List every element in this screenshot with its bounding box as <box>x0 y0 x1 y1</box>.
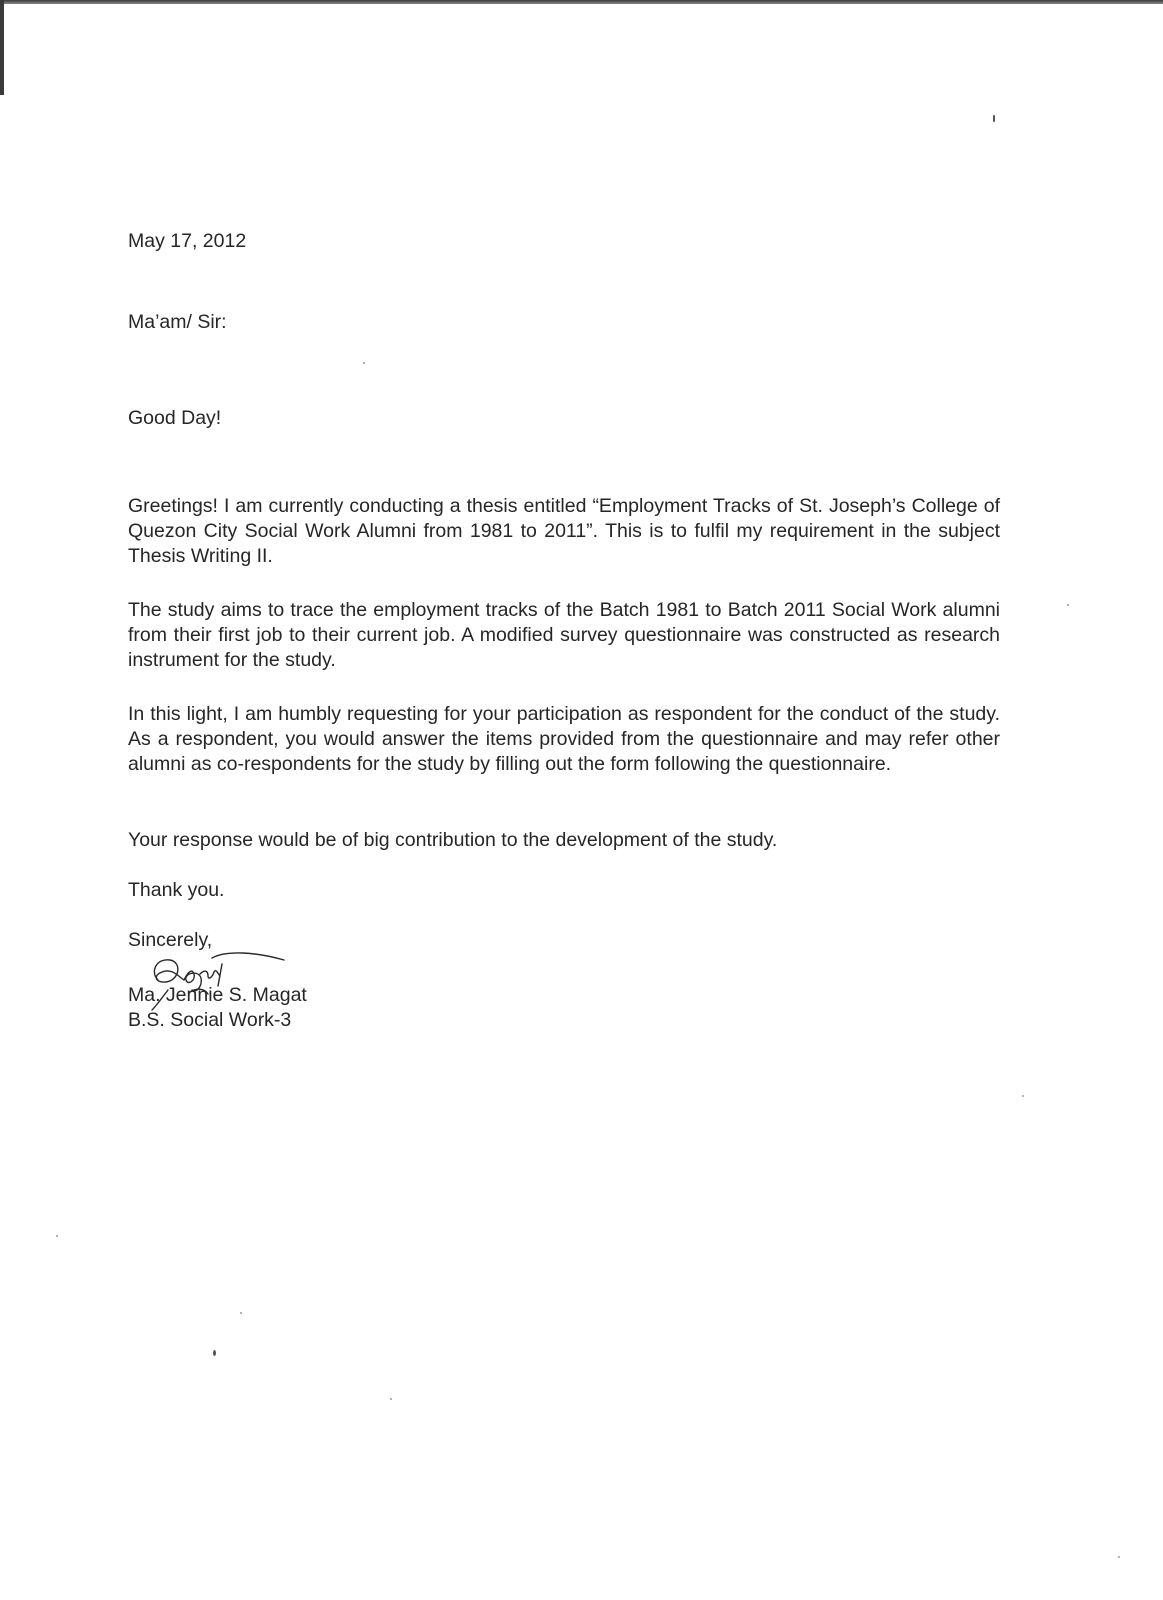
paragraph-intro: Greetings! I am currently conducting a thesis entitled “Employment Tracks of St. Joseph’s College of Quezon City Social Work Alumni from 1981 to 2011”. This is to fulfil my requirement in the subject Thesis Writing II. <box>128 495 1000 567</box>
scan-speck <box>1067 604 1069 606</box>
letter-salutation: Ma’am/ Sir: <box>128 311 227 333</box>
scan-speck <box>993 115 995 122</box>
scan-border-top <box>0 0 1163 4</box>
paragraph-contribution: Your response would be of big contribution to the development of the study. <box>128 829 778 851</box>
paragraph-request: In this light, I am humbly requesting for your participation as respondent for the conduct of the study. As a respondent, you would answer the items provided from the questionnaire and may refer other alumni as co-respondents for the study by filling out the form following the questionnaire. <box>128 703 1000 775</box>
scan-speck <box>56 1235 58 1237</box>
letter-greeting: Good Day! <box>128 407 222 429</box>
signer-title: B.S. Social Work-3 <box>128 1009 292 1031</box>
scan-speck <box>1118 1556 1120 1558</box>
handwritten-signature <box>148 950 288 1012</box>
scan-speck <box>213 1350 216 1356</box>
scan-speck <box>1022 1095 1024 1097</box>
scan-speck <box>390 1398 392 1400</box>
letter-closing: Sincerely, <box>128 929 213 951</box>
scan-border-left <box>0 0 4 95</box>
scan-speck <box>363 362 365 364</box>
signer-name: Ma. Jennie S. Magat <box>128 984 307 1006</box>
paragraph-study-aim: The study aims to trace the employment tracks of the Batch 1981 to Batch 2011 Social Work alumni from their first job to their current job. A modified survey questionnaire was constructed as research instrument for the study. <box>128 599 1000 671</box>
letter-date: May 17, 2012 <box>128 230 247 252</box>
scan-speck <box>240 1312 242 1314</box>
letter-thanks: Thank you. <box>128 879 225 901</box>
